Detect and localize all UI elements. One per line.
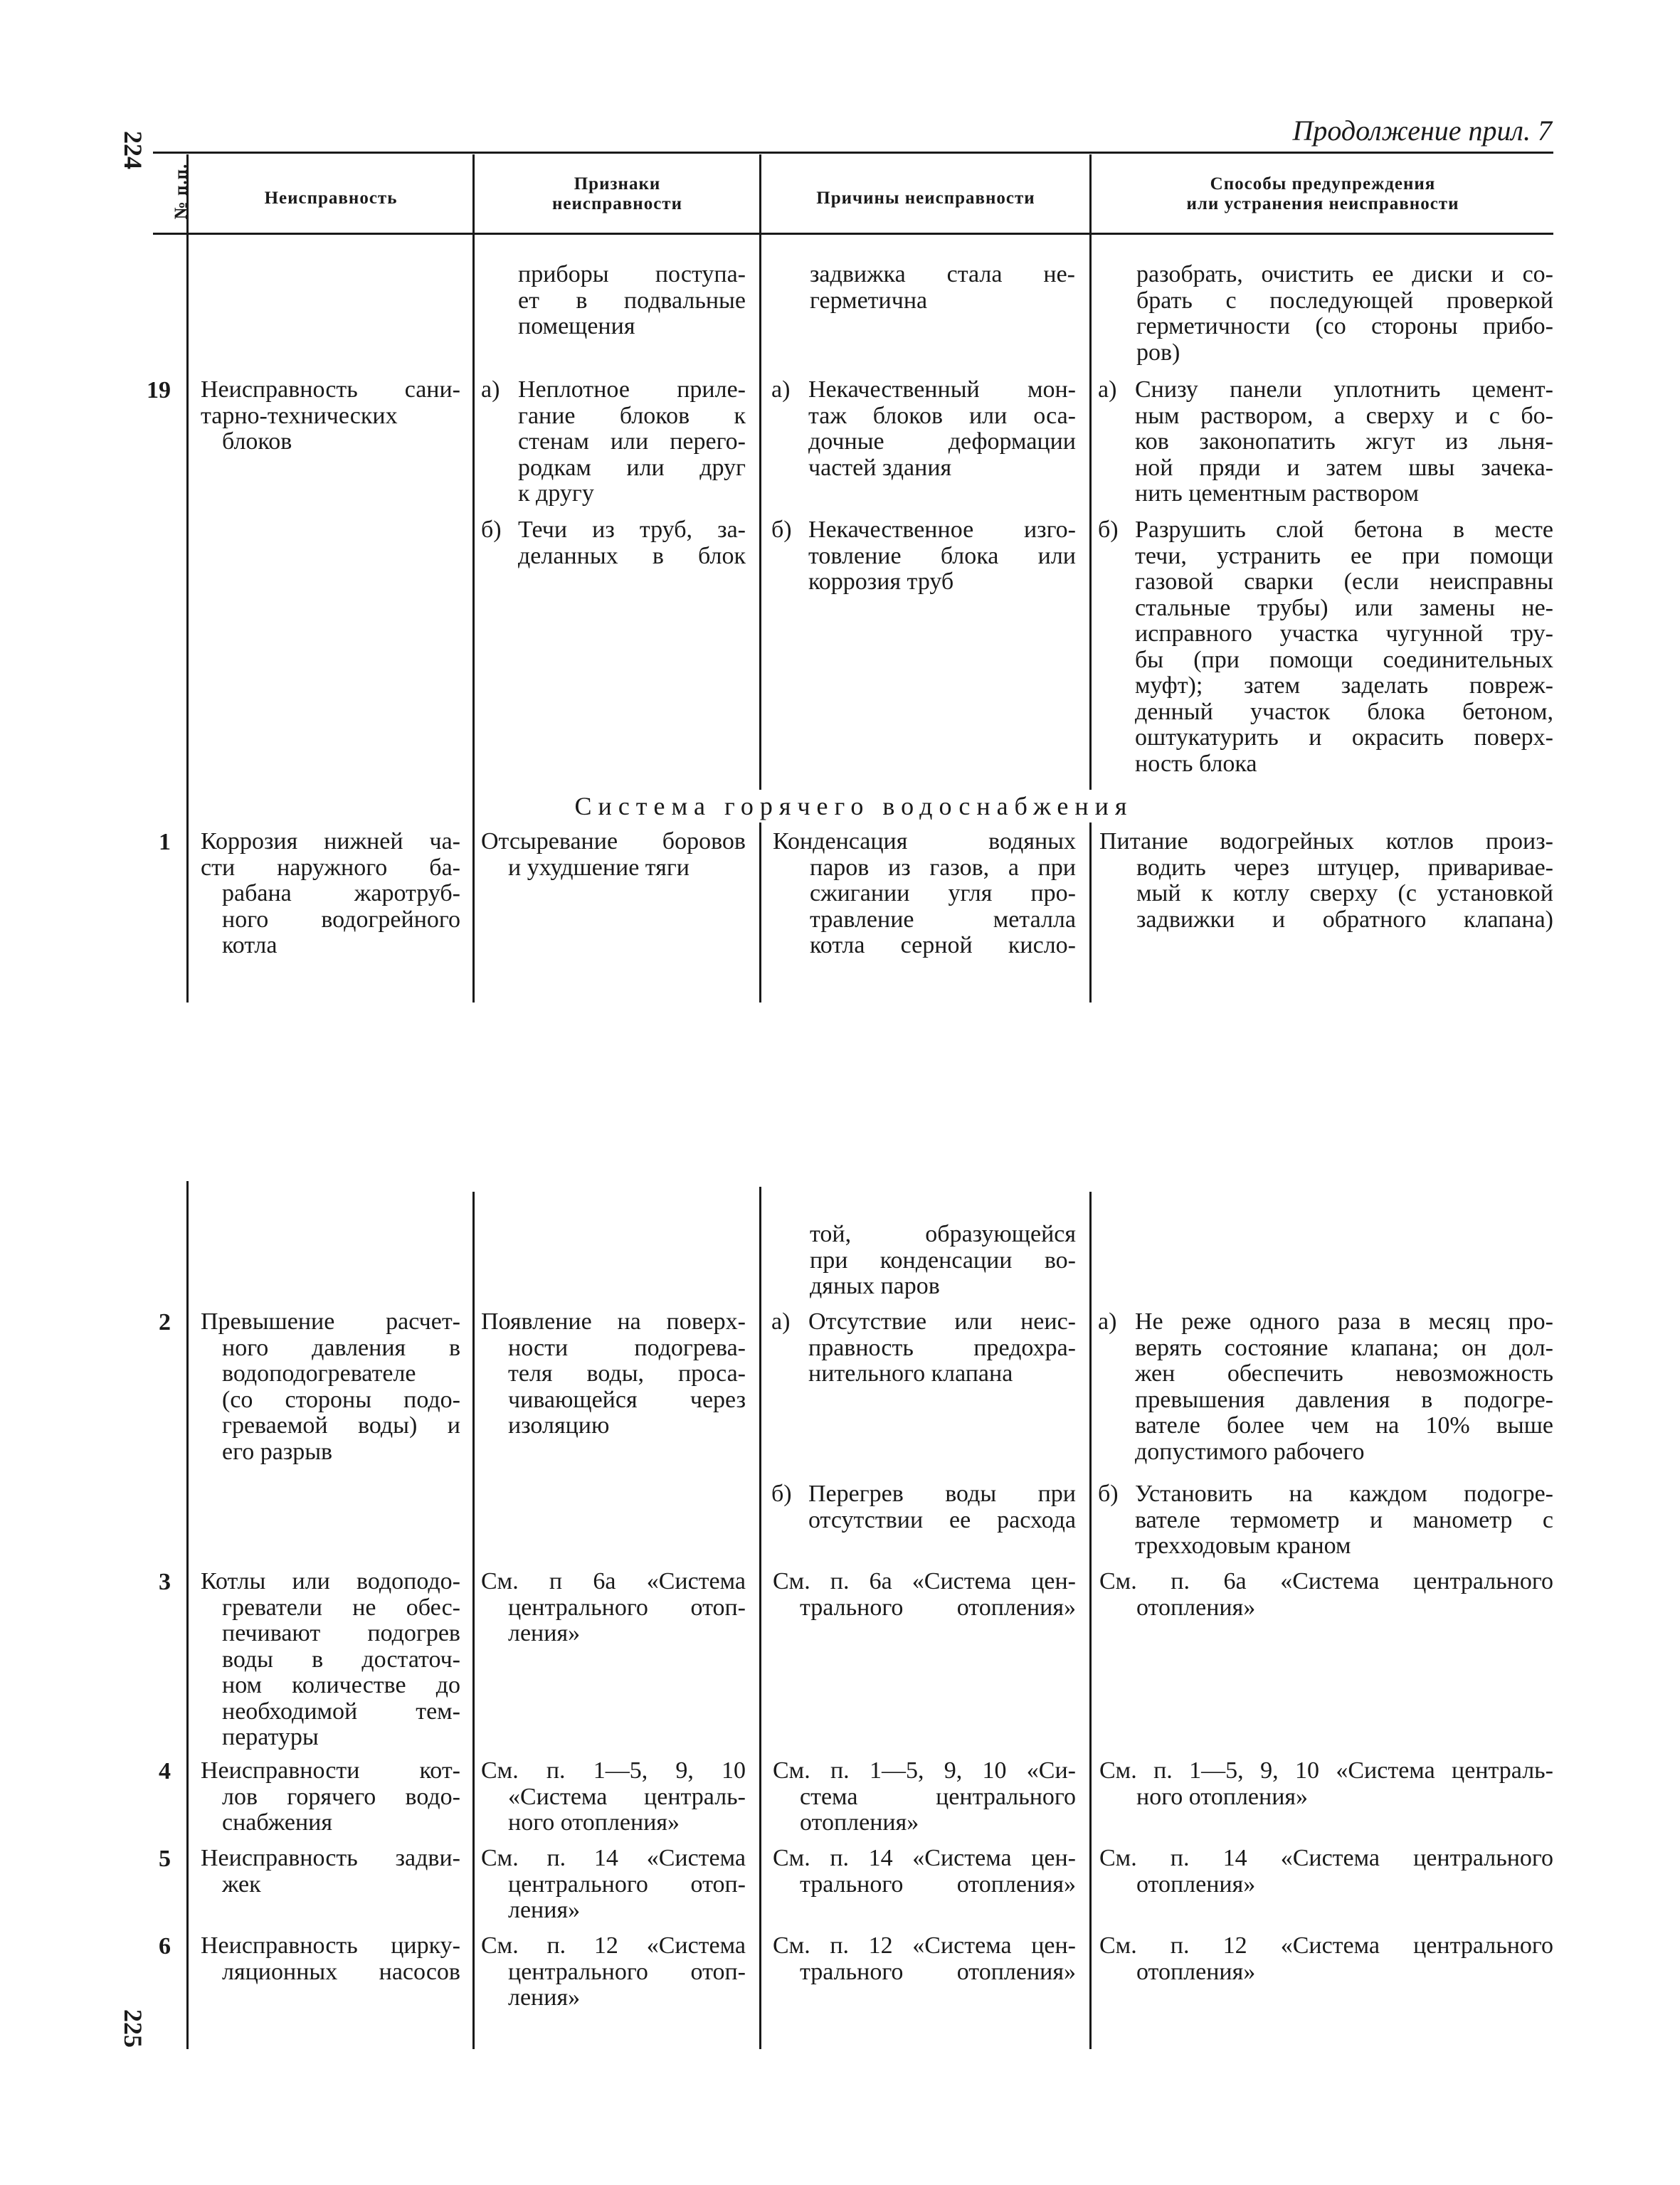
col-line-3 [1089,154,1092,1002]
cell-line: ного отопления» [1136,1783,1309,1810]
cont-signs [518,262,746,340]
row-h2-num: 2 [159,1309,171,1335]
col-line-1 [472,154,475,1002]
cell-line: Неисправность задви- [201,1845,460,1871]
cell-line: дяных паров [810,1273,940,1299]
cell-line: вателе более чем на 10% выше [1135,1412,1553,1439]
cell-line: Неисправность сани- [201,376,460,403]
cell-line: печивают подогрев [222,1620,460,1646]
cell-line: См. п. 6а «Система цен- [773,1568,1076,1594]
item-text [1135,377,1553,507]
col-line-1-b [472,1192,475,2049]
cell-line: теля воды, проса- [508,1360,746,1387]
cell-line: котла серной кисло- [810,932,1076,958]
cell-line: отсутствии ее расхода [808,1506,1076,1533]
cell-line: жек [222,1871,261,1898]
cell-line: См. п. 14 «Система центрального [1099,1845,1553,1871]
cell-line: См. п. 12 «Система [481,1932,746,1959]
cell-line: Отсыревание боровов [481,828,746,855]
cell-line: пературы [222,1724,319,1750]
cell-line: греваемой воды) и [222,1412,460,1439]
cell-line: центрального отоп- [508,1871,746,1898]
cell-line: снабжения [222,1809,332,1836]
cell-line: центрального отоп- [508,1958,746,1985]
header-num: № п.п. [171,163,191,220]
cell-line: допустимого рабочего [1135,1438,1365,1465]
cell-line: Некачественное изго- [808,517,1076,543]
cell-line: правность предохра- [808,1334,1076,1361]
item-marker: б) [771,517,792,543]
item-marker: а) [1098,1308,1117,1335]
cell-line: таж блоков или оса- [808,402,1076,429]
header-causes: Причины неисправности [816,189,1035,208]
cell-line: См. п 6а «Система [481,1568,746,1594]
cell-line: при конденсации во- [810,1247,1076,1274]
cell-line: тарно-технических [201,402,398,429]
cell-line: См. п. 14 «Система [481,1845,746,1871]
item-marker: а) [481,376,500,403]
cell-line: трехходовым краном [1135,1533,1351,1559]
cell-line: См. п. 6а «Система центрального [1099,1568,1553,1594]
row-h4-signs [481,1758,746,1836]
header-top-rule [153,152,1553,154]
row-h3-causes [773,1569,1076,1621]
row-h2-remedies-b [1098,1481,1553,1560]
cell-line: трального отопления» [800,1594,1076,1621]
cell-line: сжигании угля про- [810,880,1076,906]
row-19-causes-a [771,377,1076,481]
cell-line: муфт); затем заделать повреж- [1135,672,1553,699]
header-signs-line1: Признаки [574,174,661,194]
cell-line: дочные деформации [808,428,1076,455]
cell-line: ной пряди и затем швы зачека- [1135,454,1553,481]
cell-line: стема центрального [800,1783,1076,1810]
header-remedies [1092,174,1553,214]
row-h4-causes [773,1758,1076,1836]
col-line-0-b [186,1181,189,2049]
cell-line: герметична [810,287,928,314]
cell-line: гание блоков к [518,402,746,429]
row-h5-fault [201,1846,460,1898]
row-h6-num: 6 [159,1933,171,1959]
cell-line: ность блока [1135,750,1257,777]
row-19-signs-b [481,517,746,569]
row-h1-num: 1 [159,829,171,855]
cell-line: приборы поступа- [518,261,746,287]
row-h5-remedies [1099,1846,1553,1898]
cell-line: Отсутствие или неис- [808,1308,1076,1335]
cell-line: бы (при помощи соединительных [1135,646,1553,673]
row-h5-causes [773,1846,1076,1898]
header-remedies-line2: или устранения неисправности [1186,194,1459,213]
cell-line: Разрушить слой бетона в месте [1135,517,1553,543]
item-text [1135,1309,1553,1465]
cont-remedies [1136,262,1553,366]
cell-line: отопления» [1136,1958,1256,1985]
item-text [1135,517,1553,777]
cell-line: разобрать, очистить ее диски и со- [1136,261,1553,287]
row-h4-remedies [1099,1758,1553,1810]
item-marker: а) [771,1308,791,1335]
cell-line: задвижки и обратного клапана) [1136,906,1553,933]
cell-line: частей здания [808,454,952,481]
cell-line: ков законопатить жгут из льня- [1135,428,1553,455]
item-text [518,377,746,507]
row-19-remedies-b [1098,517,1553,777]
cell-line: См. п. 1—5, 9, 10 [481,1757,746,1784]
row-h6-causes [773,1933,1076,1985]
cell-line: отопления» [1136,1594,1256,1621]
cell-line: ров) [1136,339,1180,366]
row-h1-signs [481,829,746,881]
col-line-2-b [759,1187,761,2049]
cell-line: котла [222,932,278,958]
row-19-fault [201,377,460,455]
cell-line: ным раствором, а сверху и с бо- [1135,402,1553,429]
cell-line: лов горячего водо- [222,1783,460,1810]
row-h2-remedies-a [1098,1309,1553,1465]
cell-line: паров из газов, а при [810,854,1076,881]
row-h1-causes-cont [810,1222,1076,1300]
cell-line: ном количестве до [222,1672,460,1698]
cont-causes [810,262,1075,314]
cell-line: ления» [508,1620,581,1646]
cell-line: блоков [222,428,292,455]
col-line-2 [759,154,761,1002]
item-text [1135,1481,1553,1560]
cell-line: ного отопления» [508,1809,680,1836]
cell-line: воды в достаточ- [222,1646,460,1673]
cell-line: Питание водогрейных котлов произ- [1099,828,1553,855]
cell-line: нить цементным раствором [1135,480,1419,507]
cell-line: ет в подвальные [518,287,746,314]
cell-line: греватели не обес- [222,1594,460,1621]
row-h5-num: 5 [159,1846,171,1872]
cell-line: (со стороны подо- [222,1386,460,1413]
cell-line: «Система централь- [508,1783,746,1810]
cell-line: и ухудшение тяги [508,854,690,881]
cell-line: См. п. 12 «Система цен- [773,1932,1076,1959]
cell-line: необходимой тем- [222,1698,460,1725]
row-h4-fault [201,1758,460,1836]
item-marker: б) [481,517,502,543]
row-19-num: 19 [147,377,171,403]
cell-line: ления» [508,1984,581,2011]
cell-line: Течи из труб, за- [518,517,746,543]
row-h5-signs [481,1846,746,1924]
cell-line: нительного клапана [808,1360,1013,1387]
cell-line: трального отопления» [800,1958,1076,1985]
item-text [808,517,1076,596]
cell-line: жен обеспечить невозможность [1135,1360,1553,1387]
cell-line: ляционных насосов [222,1958,460,1985]
cell-line: водоподогревателе [222,1360,416,1387]
row-h1-causes [773,829,1076,959]
header-signs [475,174,759,214]
row-h2-causes-b [771,1481,1076,1533]
cell-line: вателе термометр и манометр с [1135,1506,1553,1533]
cell-line: ного давления в [222,1334,460,1361]
item-marker: б) [771,1481,792,1507]
col-line-3-b [1089,1192,1092,2049]
cell-line: мый к котлу сверху (с установкой [1136,880,1553,906]
row-h2-signs [481,1309,746,1439]
cell-line: Превышение расчет- [201,1308,460,1335]
cell-line: Не реже одного раза в месяц про- [1135,1308,1553,1335]
cell-line: задвижка стала не- [810,261,1075,287]
cell-line: превышения давления в подогре- [1135,1386,1553,1413]
item-marker: б) [1098,517,1119,543]
row-h2-fault [201,1309,460,1465]
col-line-0 [186,154,189,1002]
cell-line: ного водогрейного [222,906,460,933]
cell-line: той, образующейся [810,1221,1076,1247]
cell-line: водить через штуцер, приваривае- [1136,854,1553,881]
left-page-number: 224 [119,131,147,169]
row-19-signs-a [481,377,746,507]
header-bottom-rule [153,233,1553,235]
cell-line: стенам или перего- [518,428,746,455]
cell-line: Конденсация водяных [773,828,1076,855]
cell-line: его разрыв [222,1438,333,1465]
cell-line: рабана жаротруб- [222,880,460,906]
continuation-label: Продолжение прил. 7 [1292,115,1552,147]
cell-line: См. п. 1—5, 9, 10 «Система централь- [1099,1757,1553,1784]
cell-line: См. п. 1—5, 9, 10 «Си- [773,1757,1076,1784]
cell-line: к другу [518,480,594,507]
cell-line: деланных в блок [518,542,746,569]
header-fault: Неисправность [264,189,398,208]
row-h1-remedies [1099,829,1553,933]
row-19-causes-b [771,517,1076,596]
row-19-remedies-a [1098,377,1553,507]
cell-line: ности подогрева- [508,1334,746,1361]
section-title: Система горячего водоснабжения [498,790,1210,822]
item-text [518,517,746,569]
header-remedies-line1: Способы предупреждения [1210,174,1436,194]
cell-line: Коррозия нижней ча- [201,828,460,855]
cell-line: Неисправность цирку- [201,1932,460,1959]
cell-line: товление блока или [808,542,1076,569]
item-marker: а) [1098,376,1117,403]
cell-line: Котлы или водоподо- [201,1568,460,1594]
row-h3-remedies [1099,1569,1553,1621]
cell-line: стальные трубы) или замены не- [1135,594,1553,621]
cell-line: См. п. 14 «Система цен- [773,1845,1076,1871]
item-text [808,1309,1076,1387]
cell-line: течи, устранить ее при помощи [1135,542,1553,569]
item-marker: б) [1098,1481,1119,1507]
cell-line: герметичности (со стороны прибо- [1136,313,1553,339]
header-signs-line2: неисправности [552,194,682,213]
row-h6-fault [201,1933,460,1985]
cell-line: Неисправности кот- [201,1757,460,1784]
row-h3-signs [481,1569,746,1647]
cell-line: травление металла [810,906,1076,933]
row-h6-signs [481,1933,746,2011]
cell-line: денный участок блока бетоном, [1135,698,1553,725]
item-text [808,1481,1076,1533]
cell-line: Некачественный мон- [808,376,1076,403]
cell-line: чивающейся через [508,1386,746,1413]
cell-line: Перегрев воды при [808,1481,1076,1507]
cell-line: отопления» [800,1809,919,1836]
cell-line: верять состояние клапана; он дол- [1135,1334,1553,1361]
cell-line: оштукатурить и окрасить поверх- [1135,724,1553,751]
row-h3-fault [201,1569,460,1751]
cell-line: помещения [518,313,635,339]
item-marker: а) [771,376,791,403]
row-h6-remedies [1099,1933,1553,1985]
cell-line: отопления» [1136,1871,1256,1898]
cell-line: родкам или друг [518,454,746,481]
cell-line: ления» [508,1897,581,1923]
cell-line: Установить на каждом подогре- [1135,1481,1553,1507]
cell-line: центрального отоп- [508,1594,746,1621]
row-h4-num: 4 [159,1758,171,1784]
right-page-number: 225 [119,2009,147,2048]
cell-line: сти наружного ба- [201,854,460,881]
cell-line: брать с последующей проверкой [1136,287,1553,314]
cell-line: коррозия труб [808,568,954,595]
cell-line: Снизу панели уплотнить цемент- [1135,376,1553,403]
row-h3-num: 3 [159,1569,171,1595]
row-h2-causes-a [771,1309,1076,1387]
cell-line: исправного участка чугунной тру- [1135,620,1553,647]
row-h1-fault [201,829,460,959]
cell-line: трального отопления» [800,1871,1076,1898]
cell-line: газовой сварки (если неисправны [1135,568,1553,595]
cell-line: Появление на поверх- [481,1308,746,1335]
item-text [808,377,1076,481]
cell-line: См. п. 12 «Система центрального [1099,1932,1553,1959]
cell-line: Неплотное приле- [518,376,746,403]
cell-line: изоляцию [508,1412,610,1439]
